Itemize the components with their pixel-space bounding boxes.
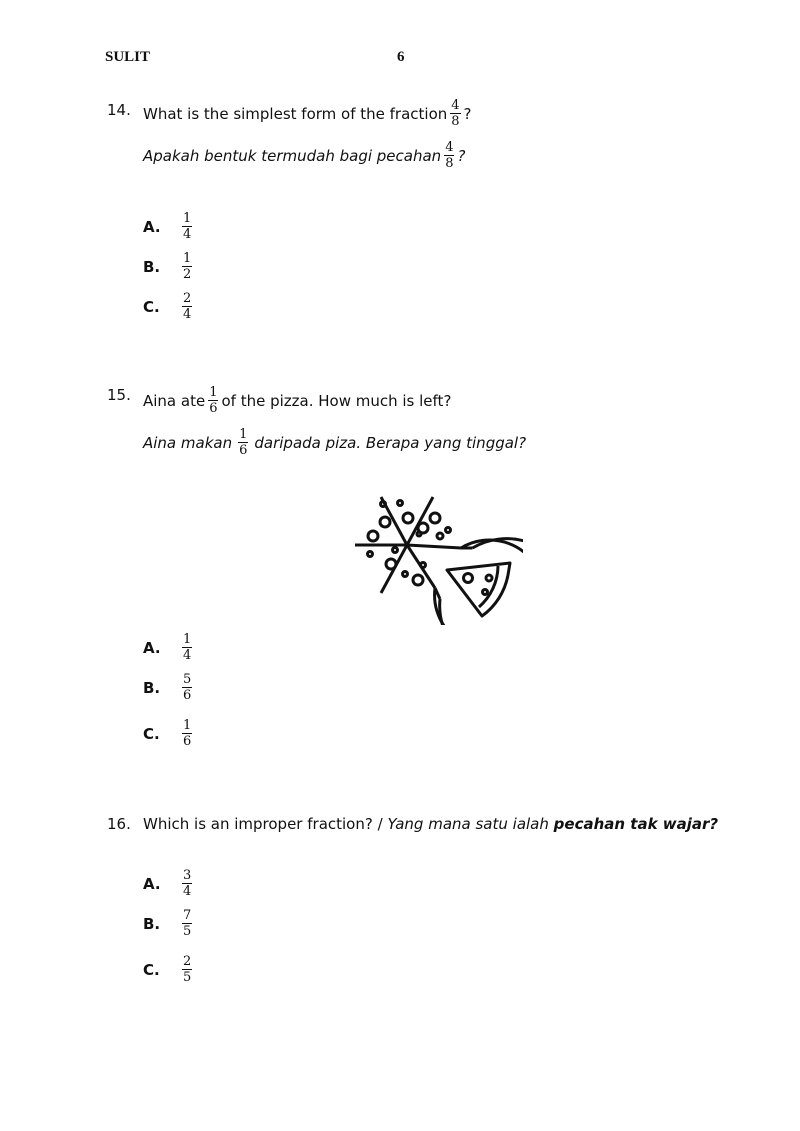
option-num: 5: [183, 672, 192, 687]
option-label: C.: [143, 297, 160, 316]
option-fraction: [182, 868, 192, 899]
option-den: 5: [183, 924, 192, 939]
option-label: B.: [143, 914, 161, 933]
option-num: 1: [183, 251, 192, 266]
option-fraction: [182, 291, 192, 322]
q14-fraction-ms: [444, 140, 454, 171]
q14-text-ms: [143, 140, 465, 171]
q15-option-c[interactable]: [143, 718, 195, 749]
option-den: 2: [183, 267, 192, 282]
option-fraction: [182, 632, 192, 663]
option-fraction: [182, 672, 192, 703]
q14-option-c[interactable]: [143, 291, 195, 322]
option-label: B.: [143, 257, 161, 276]
q15-frac-num: 1: [209, 385, 218, 400]
option-num: 7: [183, 908, 192, 923]
q15-frac-den: 6: [209, 401, 218, 416]
option-fraction: [182, 718, 192, 749]
option-label: A.: [143, 217, 161, 236]
q14-fraction: [450, 98, 460, 129]
q14-en-prefix: What is the simplest form of the fraction: [143, 104, 448, 123]
q15-number: 15.: [107, 386, 131, 404]
option-num: 3: [183, 868, 192, 883]
q15-en-suffix: of the pizza. How much is left?: [221, 391, 452, 410]
q14-frac-den: 8: [451, 114, 460, 129]
option-den: 4: [183, 307, 192, 322]
option-num: 2: [183, 954, 192, 969]
option-num: 1: [183, 718, 192, 733]
q15-text-ms: [143, 427, 526, 458]
q15-option-b[interactable]: [143, 672, 195, 703]
q14-number: 14.: [107, 101, 131, 119]
option-fraction: [182, 211, 192, 242]
option-label: C.: [143, 724, 160, 743]
option-label: B.: [143, 678, 161, 697]
q14-frac-num-ms: 4: [445, 140, 454, 155]
q15-option-a[interactable]: [143, 632, 195, 663]
pizza-icon: [343, 470, 523, 625]
option-fraction: [182, 908, 192, 939]
q15-fraction-ms: [238, 427, 248, 458]
q15-fraction: [208, 385, 218, 416]
q15-frac-den-ms: 6: [239, 443, 248, 458]
option-den: 6: [183, 688, 192, 703]
option-fraction: [182, 954, 192, 985]
q14-qmark-ms: ?: [457, 146, 466, 165]
q16-option-a[interactable]: [143, 868, 195, 899]
q14-ms-prefix: Apakah bentuk termudah bagi pecahan: [143, 146, 442, 165]
q15-ms-suffix: daripada piza. Berapa yang tinggal?: [254, 433, 527, 452]
option-den: 5: [183, 970, 192, 985]
option-num: 1: [183, 632, 192, 647]
q16-option-b[interactable]: [143, 908, 195, 939]
option-fraction: [182, 251, 192, 282]
option-num: 2: [183, 291, 192, 306]
page-number: 6: [397, 49, 405, 65]
q14-frac-den-ms: 8: [445, 156, 454, 171]
q15-text-en: [143, 385, 451, 416]
option-den: 4: [183, 884, 192, 899]
header-sulit: SULIT: [105, 49, 151, 65]
option-den: 6: [183, 734, 192, 749]
q16-text: [143, 815, 718, 833]
option-label: A.: [143, 874, 161, 893]
q16-en: Which is an improper fraction? /: [143, 815, 383, 833]
q15-frac-num-ms: 1: [239, 427, 248, 442]
option-label: A.: [143, 638, 161, 657]
option-den: 4: [183, 227, 192, 242]
option-den: 4: [183, 648, 192, 663]
q16-option-c[interactable]: [143, 954, 195, 985]
q16-ms-prefix: Yang mana satu ialah: [387, 815, 549, 833]
q16-ms-bold: pecahan tak wajar?: [553, 815, 719, 833]
q15-en-prefix: Aina ate: [143, 391, 206, 410]
q14-option-b[interactable]: [143, 251, 195, 282]
option-num: 1: [183, 211, 192, 226]
q14-option-a[interactable]: [143, 211, 195, 242]
option-label: C.: [143, 960, 160, 979]
q15-ms-prefix: Aina makan: [143, 433, 233, 452]
q14-qmark: ?: [463, 104, 472, 123]
q14-text-en: [143, 98, 472, 129]
q14-frac-num: 4: [451, 98, 460, 113]
q16-number: 16.: [107, 815, 131, 833]
